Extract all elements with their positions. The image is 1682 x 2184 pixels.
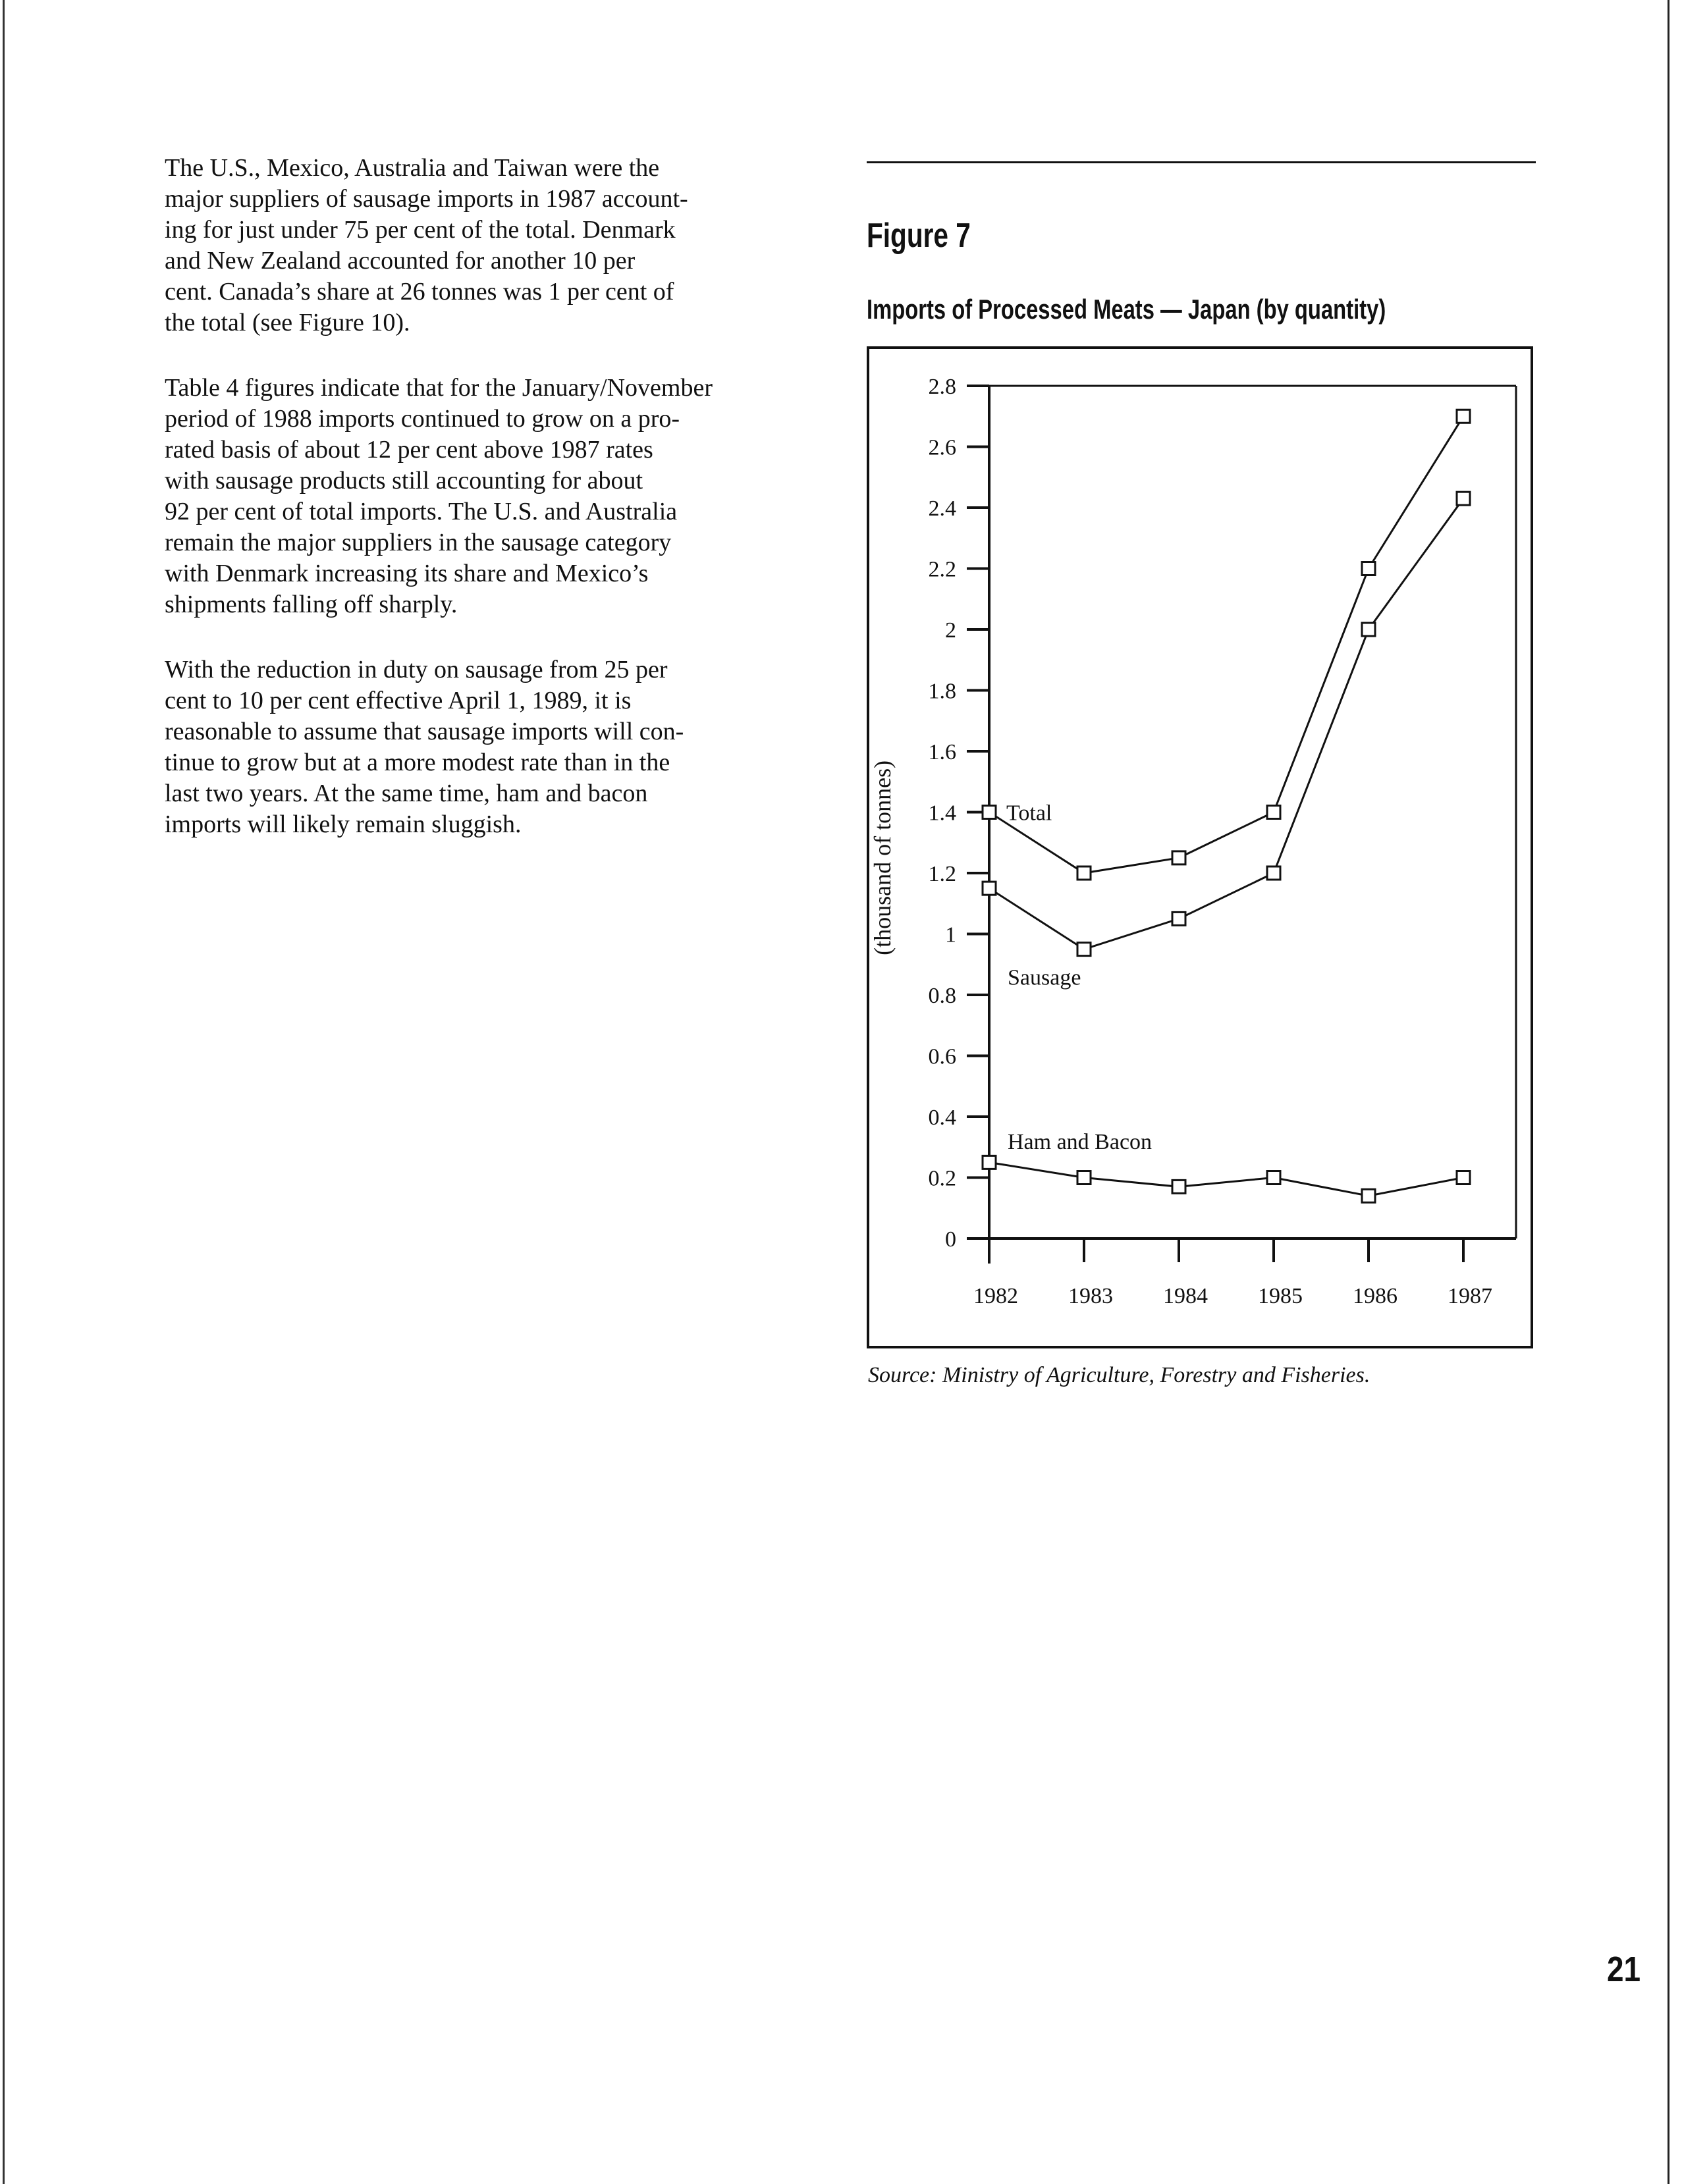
data-point-marker xyxy=(983,806,996,819)
y-tick-label: 0 xyxy=(945,1227,956,1252)
data-point-marker xyxy=(983,882,996,895)
y-tick-label: 0.4 xyxy=(928,1105,956,1130)
body-text-column xyxy=(165,153,830,874)
data-point-marker xyxy=(1077,1171,1091,1185)
y-tick-label: 1 xyxy=(945,922,956,947)
line-chart xyxy=(867,346,1533,1348)
paragraph-duty-reduction: With the reduction in duty on sausage from 25 per cent to 10 per cent effective April 1, 1989, it is reasonable to assume that sausage imports will con- tinue to grow but at a more modest rate than in the last two years. At the same time, ham and bacon imports will likely remain sluggish. xyxy=(165,656,684,838)
x-tick-label: 1986 xyxy=(1353,1284,1397,1308)
y-tick-label: 0.2 xyxy=(928,1166,956,1191)
data-point-marker xyxy=(1457,492,1470,505)
paragraph-1988-imports: Table 4 figures indicate that for the January/November period of 1988 imports continued to grow on a pro- rated basis of about 12 per cent above 1987 rates with sausage products still accounting for about 92 per cent of total imports. The U.S. and Australia remain the major suppliers in the sausage category with Denmark increasing its share and Mexico’s shipments falling off sharply. xyxy=(165,374,713,618)
y-tick-label: 1.4 xyxy=(928,801,956,826)
series-label: Sausage xyxy=(1008,965,1081,990)
data-point-marker xyxy=(1172,912,1185,925)
series-line xyxy=(989,1162,1463,1196)
data-point-marker xyxy=(1172,1180,1185,1193)
paragraph-sausage-suppliers: The U.S., Mexico, Australia and Taiwan were the major suppliers of sausage imports in 1987 account- ing for just under 75 per cent of the total. Denmark and New Zealand accounted for another 10 per cent. Canada’s share at 26 tonnes was 1 per cent of the total (see Figure 10). xyxy=(165,154,688,336)
y-tick-label: 2.2 xyxy=(928,557,956,582)
data-point-marker xyxy=(1077,866,1091,880)
y-tick-label: 2.8 xyxy=(928,375,956,399)
y-tick-label: 0.6 xyxy=(928,1044,956,1069)
y-tick-label: 1.8 xyxy=(928,679,956,704)
data-point-marker xyxy=(1267,1171,1280,1185)
data-point-marker xyxy=(983,1156,996,1169)
y-tick-label: 2.4 xyxy=(928,496,956,521)
x-tick-label: 1985 xyxy=(1258,1284,1303,1308)
page-right-edge xyxy=(1668,0,1669,2184)
page-left-edge xyxy=(3,0,5,2184)
figure-title: Imports of Processed Meats — Japan (by quantity) xyxy=(867,294,1386,325)
series-line xyxy=(989,416,1463,873)
figure-label: Figure 7 xyxy=(867,217,971,255)
series-label: Total xyxy=(1006,801,1052,826)
series-label: Ham and Bacon xyxy=(1008,1130,1153,1154)
x-tick-label: 1987 xyxy=(1448,1284,1492,1308)
y-tick-label: 2 xyxy=(945,618,956,643)
data-point-marker xyxy=(1457,1171,1470,1185)
y-tick-label: 0.8 xyxy=(928,984,956,1008)
data-point-marker xyxy=(1457,410,1470,423)
y-tick-label: 1.2 xyxy=(928,862,956,886)
data-point-marker xyxy=(1267,866,1280,880)
data-point-marker xyxy=(1362,623,1375,636)
figure-top-rule xyxy=(867,161,1536,163)
page-number: 21 xyxy=(1607,1950,1641,1989)
data-point-marker xyxy=(1362,1189,1375,1202)
data-point-marker xyxy=(1267,806,1280,819)
y-axis-label: (thousand of tonnes) xyxy=(869,760,896,955)
series-line xyxy=(989,498,1463,949)
x-tick-label: 1984 xyxy=(1163,1284,1208,1308)
data-point-marker xyxy=(1077,943,1091,956)
y-tick-label: 1.6 xyxy=(928,740,956,764)
y-tick-label: 2.6 xyxy=(928,435,956,460)
data-point-marker xyxy=(1362,562,1375,575)
data-point-marker xyxy=(1172,851,1185,865)
figure-source: Source: Ministry of Agriculture, Forestry and Fisheries. xyxy=(868,1363,1370,1387)
x-tick-label: 1982 xyxy=(973,1284,1018,1308)
x-tick-label: 1983 xyxy=(1068,1284,1113,1308)
